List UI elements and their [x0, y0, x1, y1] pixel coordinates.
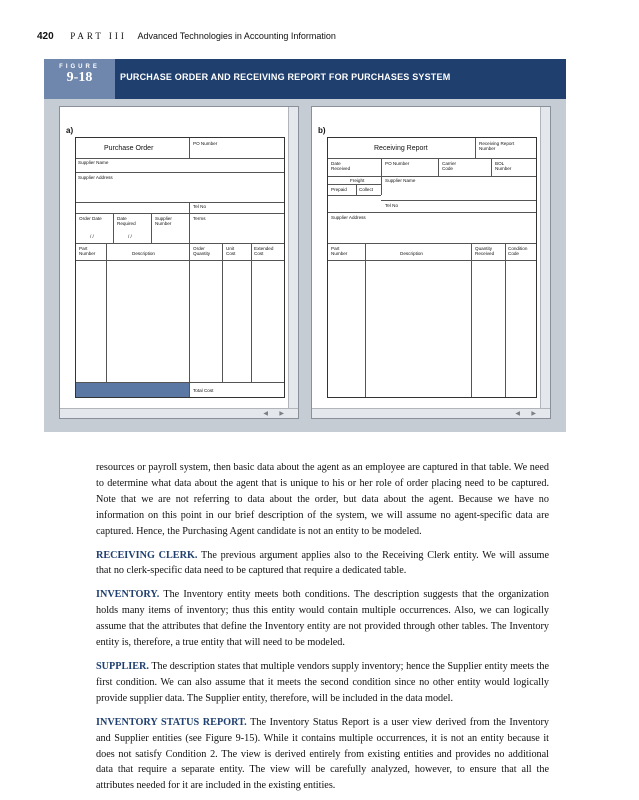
date-received-label: Date Received	[331, 161, 351, 171]
total-row-shading	[76, 382, 189, 397]
paragraph-receiving-clerk-text: The previous argument applies also to the Receiving Clerk entity. We will assume that no clerk-specific data need to be captured that require a dedicated table.	[96, 549, 549, 577]
po-col-unit-cost: Unit Cost	[226, 246, 236, 256]
rr-col-condition-code: Condition Code	[508, 246, 528, 256]
rr-po-number-label: PO Number	[385, 161, 410, 166]
body-text	[96, 460, 549, 794]
paragraph-agent: resources or payroll system, then basic data about the agent as an employee are captured in that table. We need to determine what data about the agent that is unique to his or her role of order placing need to be captured. Note that we are not referring to data about the order, but data about the agent. Because we have no information on this point in our brief description of the system, we will assume no agent-specific data are captured. Hence, the Purchasing Agent candidate is not an entity to be modeled.	[96, 462, 549, 537]
rr-col-part-number: Part Number	[331, 246, 348, 256]
rr-supplier-address-label: Supplier Address	[331, 215, 366, 220]
carrier-code-label: Carrier Code	[442, 161, 457, 171]
paragraph-receiving-clerk	[96, 548, 549, 580]
horizontal-scrollbar[interactable]	[312, 408, 550, 418]
running-header	[37, 31, 336, 42]
figure-9-18	[44, 59, 566, 432]
purchase-order-form	[75, 137, 285, 398]
rr-col-quantity-received: Quantity Received	[475, 246, 495, 256]
rr-number-label: Receiving Report Number	[479, 141, 515, 151]
paragraph-inventory	[96, 587, 549, 651]
keyword-supplier: SUPPLIER.	[96, 660, 149, 672]
date-required-label: Date Required	[117, 216, 136, 226]
po-col-part-number: Part Number	[79, 246, 96, 256]
collect-label: Collect	[359, 187, 374, 192]
scroll-left-arrow-icon[interactable]: ◀	[263, 411, 268, 417]
scroll-left-arrow-icon[interactable]: ◀	[515, 411, 520, 417]
bol-number-label: BOL Number	[495, 161, 512, 171]
horizontal-scrollbar[interactable]	[60, 408, 298, 418]
rr-col-description: Description	[400, 251, 423, 256]
part-label: PART III	[70, 31, 127, 41]
po-number-label: PO Number	[193, 141, 218, 146]
figure-number: 9-18	[66, 70, 93, 85]
rr-supplier-name-label: Supplier Name	[385, 178, 416, 183]
chapter-title: Advanced Technologies in Accounting Information	[137, 31, 336, 41]
paragraph-inventory-status-report-text: The Inventory Status Report is a user view derived from the Inventory and Supplier entities (see Figure 9-15). While it contains multiple occurrences, it is not an entity because it does not satisfy Condition 2. The view is derived entirely from existing entities and provides no additional data that require a separate entity. The view will be carefully analyzed, however, to ensure that all the attributes needed for it are included in the existing entities.	[96, 716, 549, 792]
purchase-order-window	[59, 106, 299, 419]
keyword-receiving-clerk: RECEIVING CLERK.	[96, 549, 198, 561]
order-date-label: Order Date	[79, 216, 102, 221]
page-number: 420	[37, 31, 54, 42]
paragraph-inventory-status-report	[96, 715, 549, 795]
rr-form-title: Receiving Report	[374, 145, 428, 152]
date-required-slashes: / /	[128, 234, 132, 239]
figure-title: PURCHASE ORDER AND RECEIVING REPORT FOR PURCHASES SYSTEM	[120, 72, 451, 82]
terms-label: Terms	[193, 216, 206, 221]
figure-title-bar	[44, 59, 566, 99]
panel-label-a: a)	[66, 126, 74, 135]
supplier-address-label: Supplier Address	[78, 175, 113, 180]
po-col-order-quantity: Order Quantity	[193, 246, 211, 256]
rr-tel-no-label: Tel No	[385, 203, 399, 208]
figure-word: FIGURE	[59, 64, 100, 70]
paragraph-inventory-text: The Inventory entity meets both conditions. The description suggests that the organization holds many items of inventory; thus this entity would contain multiple occurrences. Also, we can logically assume that the attributes that define the Inventory entity are not provided through other tables. The Inventory entity is, therefore, a true entity that will need to be modeled.	[96, 589, 549, 649]
tel-no-label: Tel No	[193, 204, 207, 209]
freight-label: Freight	[350, 178, 365, 183]
panel-label-b: b)	[318, 126, 326, 135]
figure-label	[44, 59, 115, 99]
scroll-right-arrow-icon[interactable]: ▶	[531, 411, 536, 417]
po-col-description: Description	[132, 251, 155, 256]
po-form-title: Purchase Order	[104, 145, 154, 152]
keyword-inventory: INVENTORY.	[96, 589, 160, 601]
vertical-scrollbar[interactable]	[288, 107, 298, 418]
prepaid-label: Prepaid	[331, 187, 347, 192]
supplier-number-label: Supplier Number	[155, 216, 172, 226]
receiving-report-window	[311, 106, 551, 419]
supplier-name-label: Supplier Name	[78, 160, 109, 165]
scroll-right-arrow-icon[interactable]: ▶	[279, 411, 284, 417]
total-cost-label: Total Cost	[193, 388, 214, 393]
receiving-report-form	[327, 137, 537, 398]
po-col-extended-cost: Extended Cost	[254, 246, 274, 256]
keyword-inventory-status-report: INVENTORY STATUS REPORT.	[96, 716, 247, 728]
paragraph-supplier	[96, 659, 549, 707]
paragraph-supplier-text: The description states that multiple vendors supply inventory; hence the Supplier entity meets the first condition. We can also assume that it meets the second condition since no other entity would logically provide supplier data. The Supplier entity, therefore, will be included in the data model.	[96, 660, 549, 704]
vertical-scrollbar[interactable]	[540, 107, 550, 418]
order-date-slashes: / /	[90, 234, 94, 239]
